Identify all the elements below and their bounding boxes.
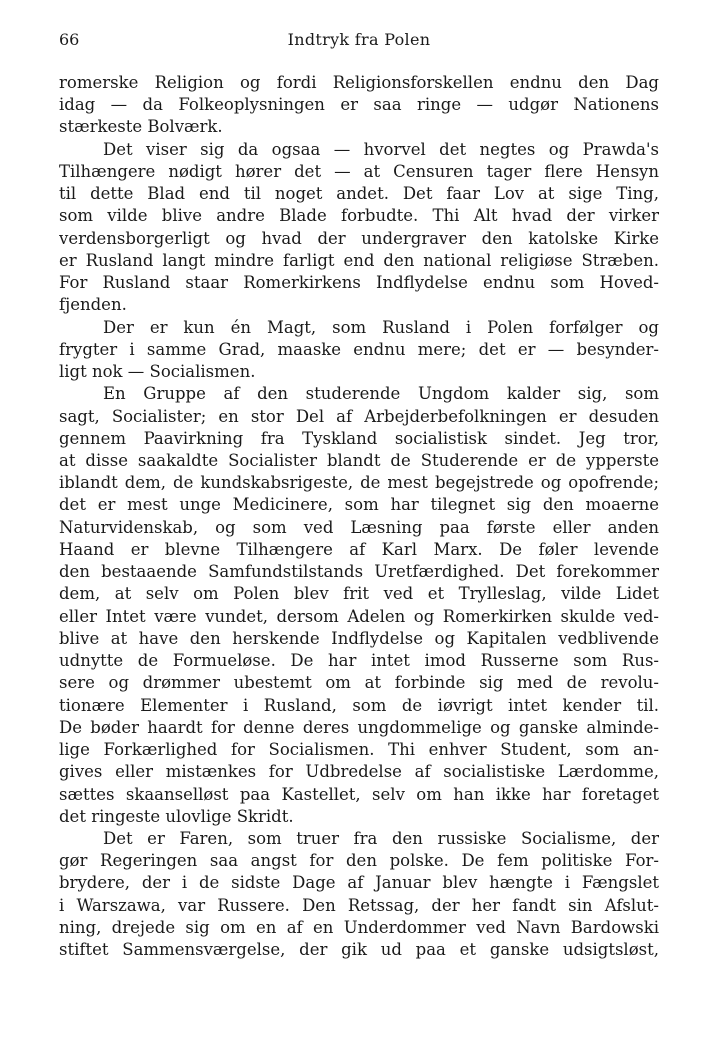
text-line: det ringeste ulovlige Skridt. — [59, 806, 294, 826]
text-line: brydere, der i de sidste Dage af Januar blev hængte i Fængslet — [59, 873, 659, 893]
text-line: Haand er blevne Tilhængere af Karl Marx. De føler levende — [59, 539, 659, 559]
running-header — [59, 30, 659, 52]
body-text — [59, 72, 659, 961]
text-line: den bestaaende Samfundstilstands Uretfærdighed. Det forekommer — [59, 562, 659, 582]
text-line: at disse saakaldte Socialister blandt de Studerende er de ypperste — [59, 450, 659, 470]
text-line: eller Intet være vundet, dersom Adelen og Romerkirken skulde ved- — [59, 606, 659, 626]
text-line: Det er Faren, som truer fra den russiske Socialisme, der — [103, 828, 659, 848]
text-line: En Gruppe af den studerende Ungdom kalder sig, som — [103, 384, 659, 404]
text-line: sættes skaanselløst paa Kastellet, selv om han ikke har foretaget — [59, 784, 659, 804]
text-line: Der er kun én Magt, som Rusland i Polen forfølger og — [103, 317, 659, 337]
text-line: iblandt dem, de kundskabsrigeste, de mest begejstrede og opofrende; — [59, 473, 659, 493]
text-line: som vilde blive andre Blade forbudte. Thi Alt hvad der virker — [59, 206, 659, 226]
text-line: For Rusland staar Romerkirkens Indflydelse endnu som Hoved- — [59, 273, 659, 293]
text-line: ligt nok — Socialismen. — [59, 362, 256, 382]
text-line: stiftet Sammensværgelse, der gik ud paa et ganske udsigtsløst, — [59, 940, 659, 960]
text-line: blive at have den herskende Indflydelse og Kapitalen vedblivende — [59, 628, 659, 648]
text-line: frygter i samme Grad, maaske endnu mere; det er — besynder- — [59, 339, 659, 359]
text-line: til dette Blad end til noget andet. Det faar Lov at sige Ting, — [59, 184, 659, 204]
text-line: i Warszawa, var Russere. Den Retssag, der her fandt sin Afslut- — [59, 895, 659, 915]
text-line: udnytte de Formueløse. De har intet imod Russerne som Rus- — [59, 651, 659, 671]
text-line: De bøder haardt for denne deres ungdommelige og ganske alminde- — [59, 717, 659, 737]
text-line: lige Forkærlighed for Socialismen. Thi enhver Student, som an- — [59, 740, 659, 760]
text-line: er Rusland langt mindre farligt end den national religiøse Stræben. — [59, 250, 659, 270]
text-line: det er mest unge Medicinere, som har tilegnet sig den moaerne — [59, 495, 659, 515]
text-line: Tilhængere nødigt hører det — at Censuren tager flere Hensyn — [59, 161, 659, 181]
text-line: stærkeste Bolværk. — [59, 117, 223, 137]
page-number: 66 — [59, 30, 80, 49]
text-line: dem, at selv om Polen blev frit ved et Trylleslag, vilde Lidet — [59, 584, 659, 604]
text-line: gør Regeringen saa angst for den polske. De fem politiske For- — [59, 851, 659, 871]
text-line: gennem Paavirkning fra Tyskland socialistisk sindet. Jeg tror, — [59, 428, 659, 448]
text-line: idag — da Folkeoplysningen er saa ringe — udgør Nationens — [59, 95, 659, 115]
text-line: romerske Religion og fordi Religionsforskellen endnu den Dag — [59, 73, 659, 92]
text-line: sagt, Socialister; en stor Del af Arbejderbefolkningen er desuden — [59, 406, 659, 426]
text-line: gives eller mistænkes for Udbredelse af socialistiske Lærdomme, — [59, 762, 659, 782]
text-line: Det viser sig da ogsaa — hvorvel det negtes og Prawda's — [103, 139, 659, 159]
text-line: Naturvidenskab, og som ved Læsning paa første eller anden — [59, 517, 659, 537]
text-line: ning, drejede sig om en af en Underdommer ved Navn Bardowski — [59, 917, 659, 937]
text-line: sere og drømmer ubestemt om at forbinde sig med de revolu- — [59, 673, 659, 693]
text-line: verdensborgerligt og hvad der undergraver den katolske Kirke — [59, 228, 659, 248]
text-line: fjenden. — [59, 295, 127, 315]
text-line: tionære Elementer i Rusland, som de iøvrigt intet kender til. — [59, 695, 659, 715]
running-title: Indtryk fra Polen — [287, 30, 431, 49]
